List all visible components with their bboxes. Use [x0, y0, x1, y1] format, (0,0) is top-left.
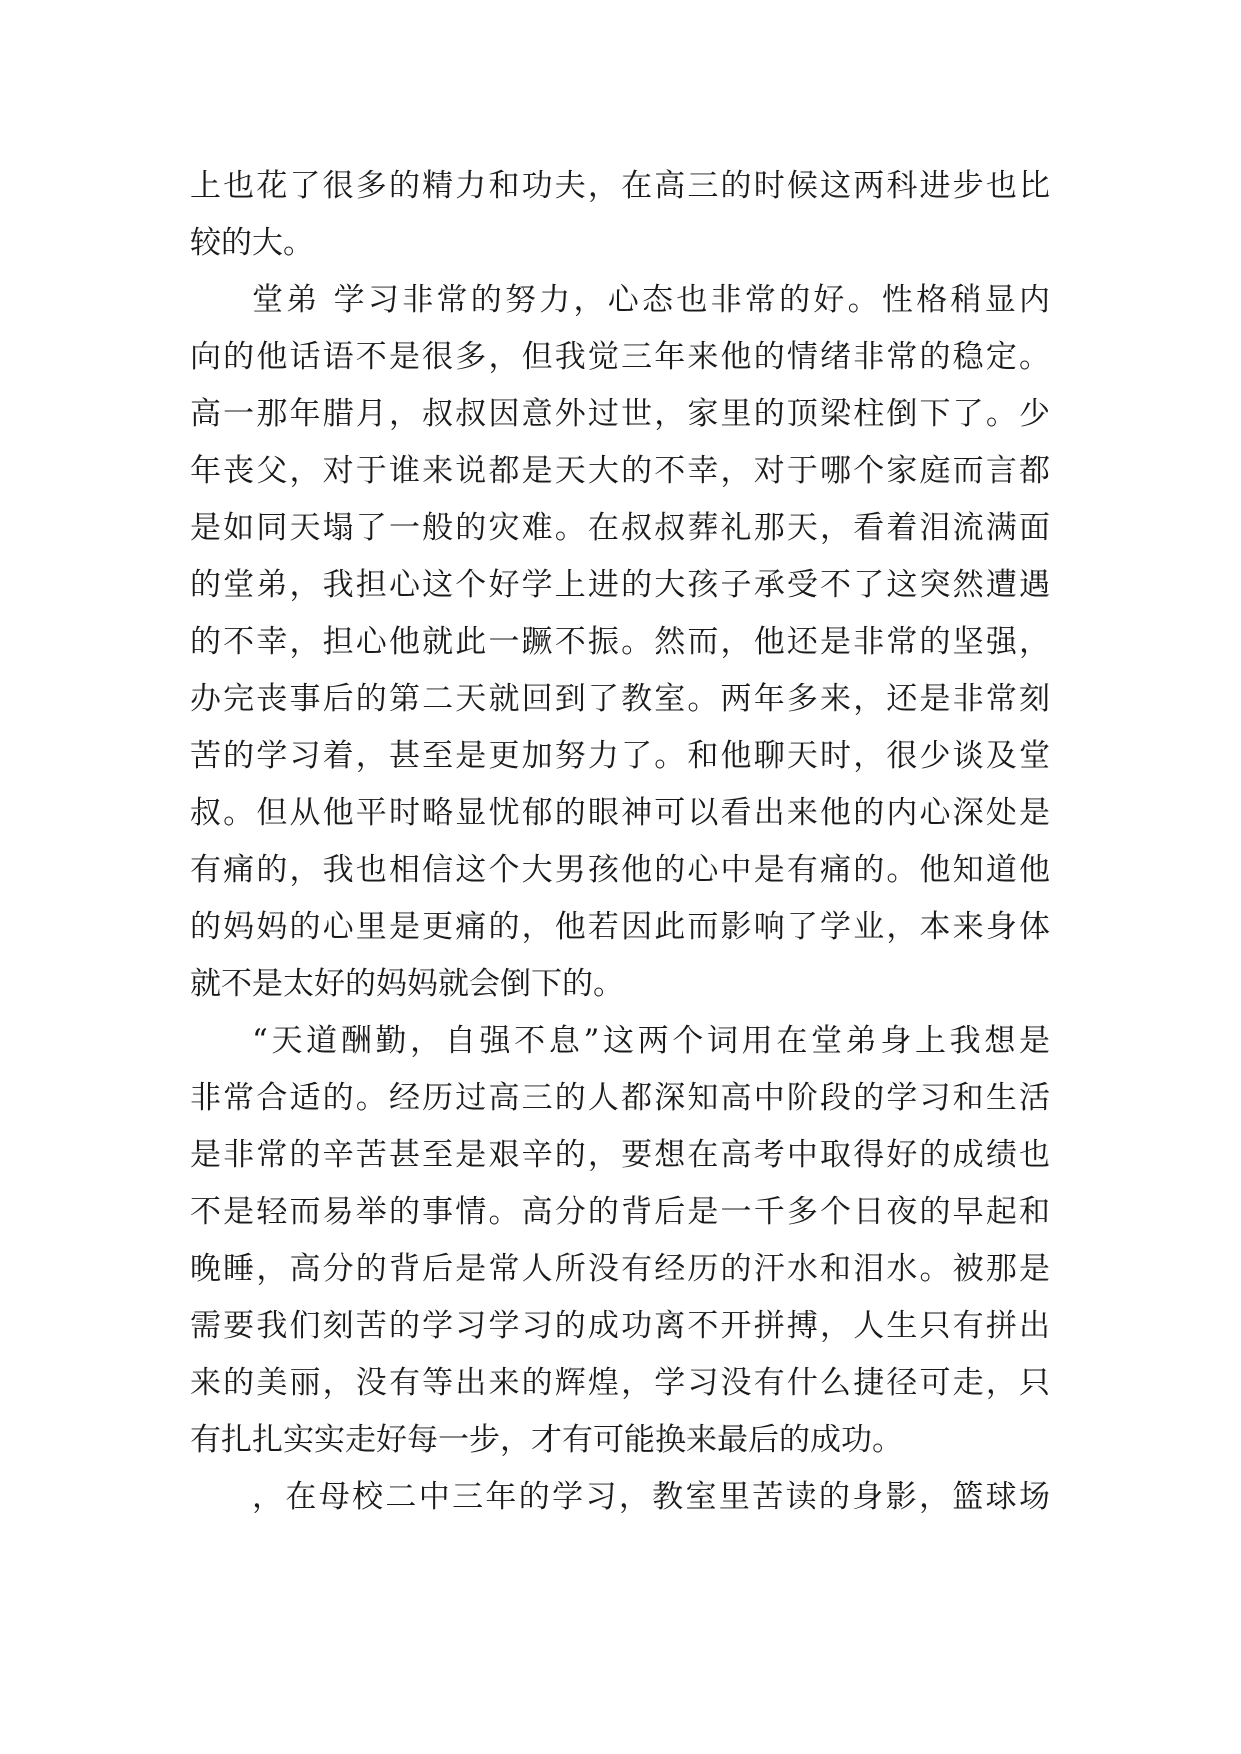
text-line: 非常合适的。经历过高三的人都深知高中阶段的学习和生活: [190, 1080, 1050, 1116]
text-line: 高一那年腊月，叔叔因意外过世，家里的顶梁柱倒下了。少: [190, 396, 1050, 432]
text-line: 上也花了很多的精力和功夫，在高三的时候这两科进步也比: [190, 168, 1050, 204]
text-line: 有扎扎实实走好每一步，才有可能换来最后的成功。: [190, 1422, 903, 1458]
paragraph-start-line: “天道酬勤，自强不息”这两个词用在堂弟身上我想是: [252, 1023, 1050, 1059]
text-line: 向的他话语不是很多，但我觉三年来他的情绪非常的稳定。: [190, 339, 1050, 375]
text-line: 较的大。: [190, 225, 314, 261]
document-body: [190, 158, 1050, 1526]
text-line: 不是轻而易举的事情。高分的背后是一千多个日夜的早起和: [190, 1194, 1050, 1230]
text-line: 是非常的辛苦甚至是艰辛的，要想在高考中取得好的成绩也: [190, 1137, 1050, 1173]
text-line: 年丧父，对于谁来说都是天大的不幸，对于哪个家庭而言都: [190, 453, 1050, 489]
text-line: 是如同天塌了一般的灾难。在叔叔葬礼那天，看着泪流满面: [190, 510, 1050, 546]
text-line: 的堂弟，我担心这个好学上进的大孩子承受不了这突然遭遇: [190, 567, 1050, 603]
text-line: 需要我们刻苦的学习学习的成功离不开拼搏，人生只有拼出: [190, 1308, 1050, 1344]
text-line: 就不是太好的妈妈就会倒下的。: [190, 966, 624, 1002]
text-line: 的不幸，担心他就此一蹶不振。然而，他还是非常的坚强，: [190, 624, 1050, 660]
text-line: 叔。但从他平时略显忧郁的眼神可以看出来他的内心深处是: [190, 795, 1050, 831]
paragraph-start-line: ，在母校二中三年的学习，教室里苦读的身影，篮球场: [252, 1479, 1050, 1515]
paragraph-start-line: 堂弟 学习非常的努力，心态也非常的好。性格稍显内: [252, 282, 1050, 318]
text-line: 有痛的，我也相信这个大男孩他的心中是有痛的。他知道他: [190, 852, 1050, 888]
text-line: 办完丧事后的第二天就回到了教室。两年多来，还是非常刻: [190, 681, 1050, 717]
text-line: 苦的学习着，甚至是更加努力了。和他聊天时，很少谈及堂: [190, 738, 1050, 774]
text-line: 的妈妈的心里是更痛的，他若因此而影响了学业，本来身体: [190, 909, 1050, 945]
text-line: 来的美丽，没有等出来的辉煌，学习没有什么捷径可走，只: [190, 1365, 1050, 1401]
text-line: 晚睡，高分的背后是常人所没有经历的汗水和泪水。被那是: [190, 1251, 1050, 1287]
